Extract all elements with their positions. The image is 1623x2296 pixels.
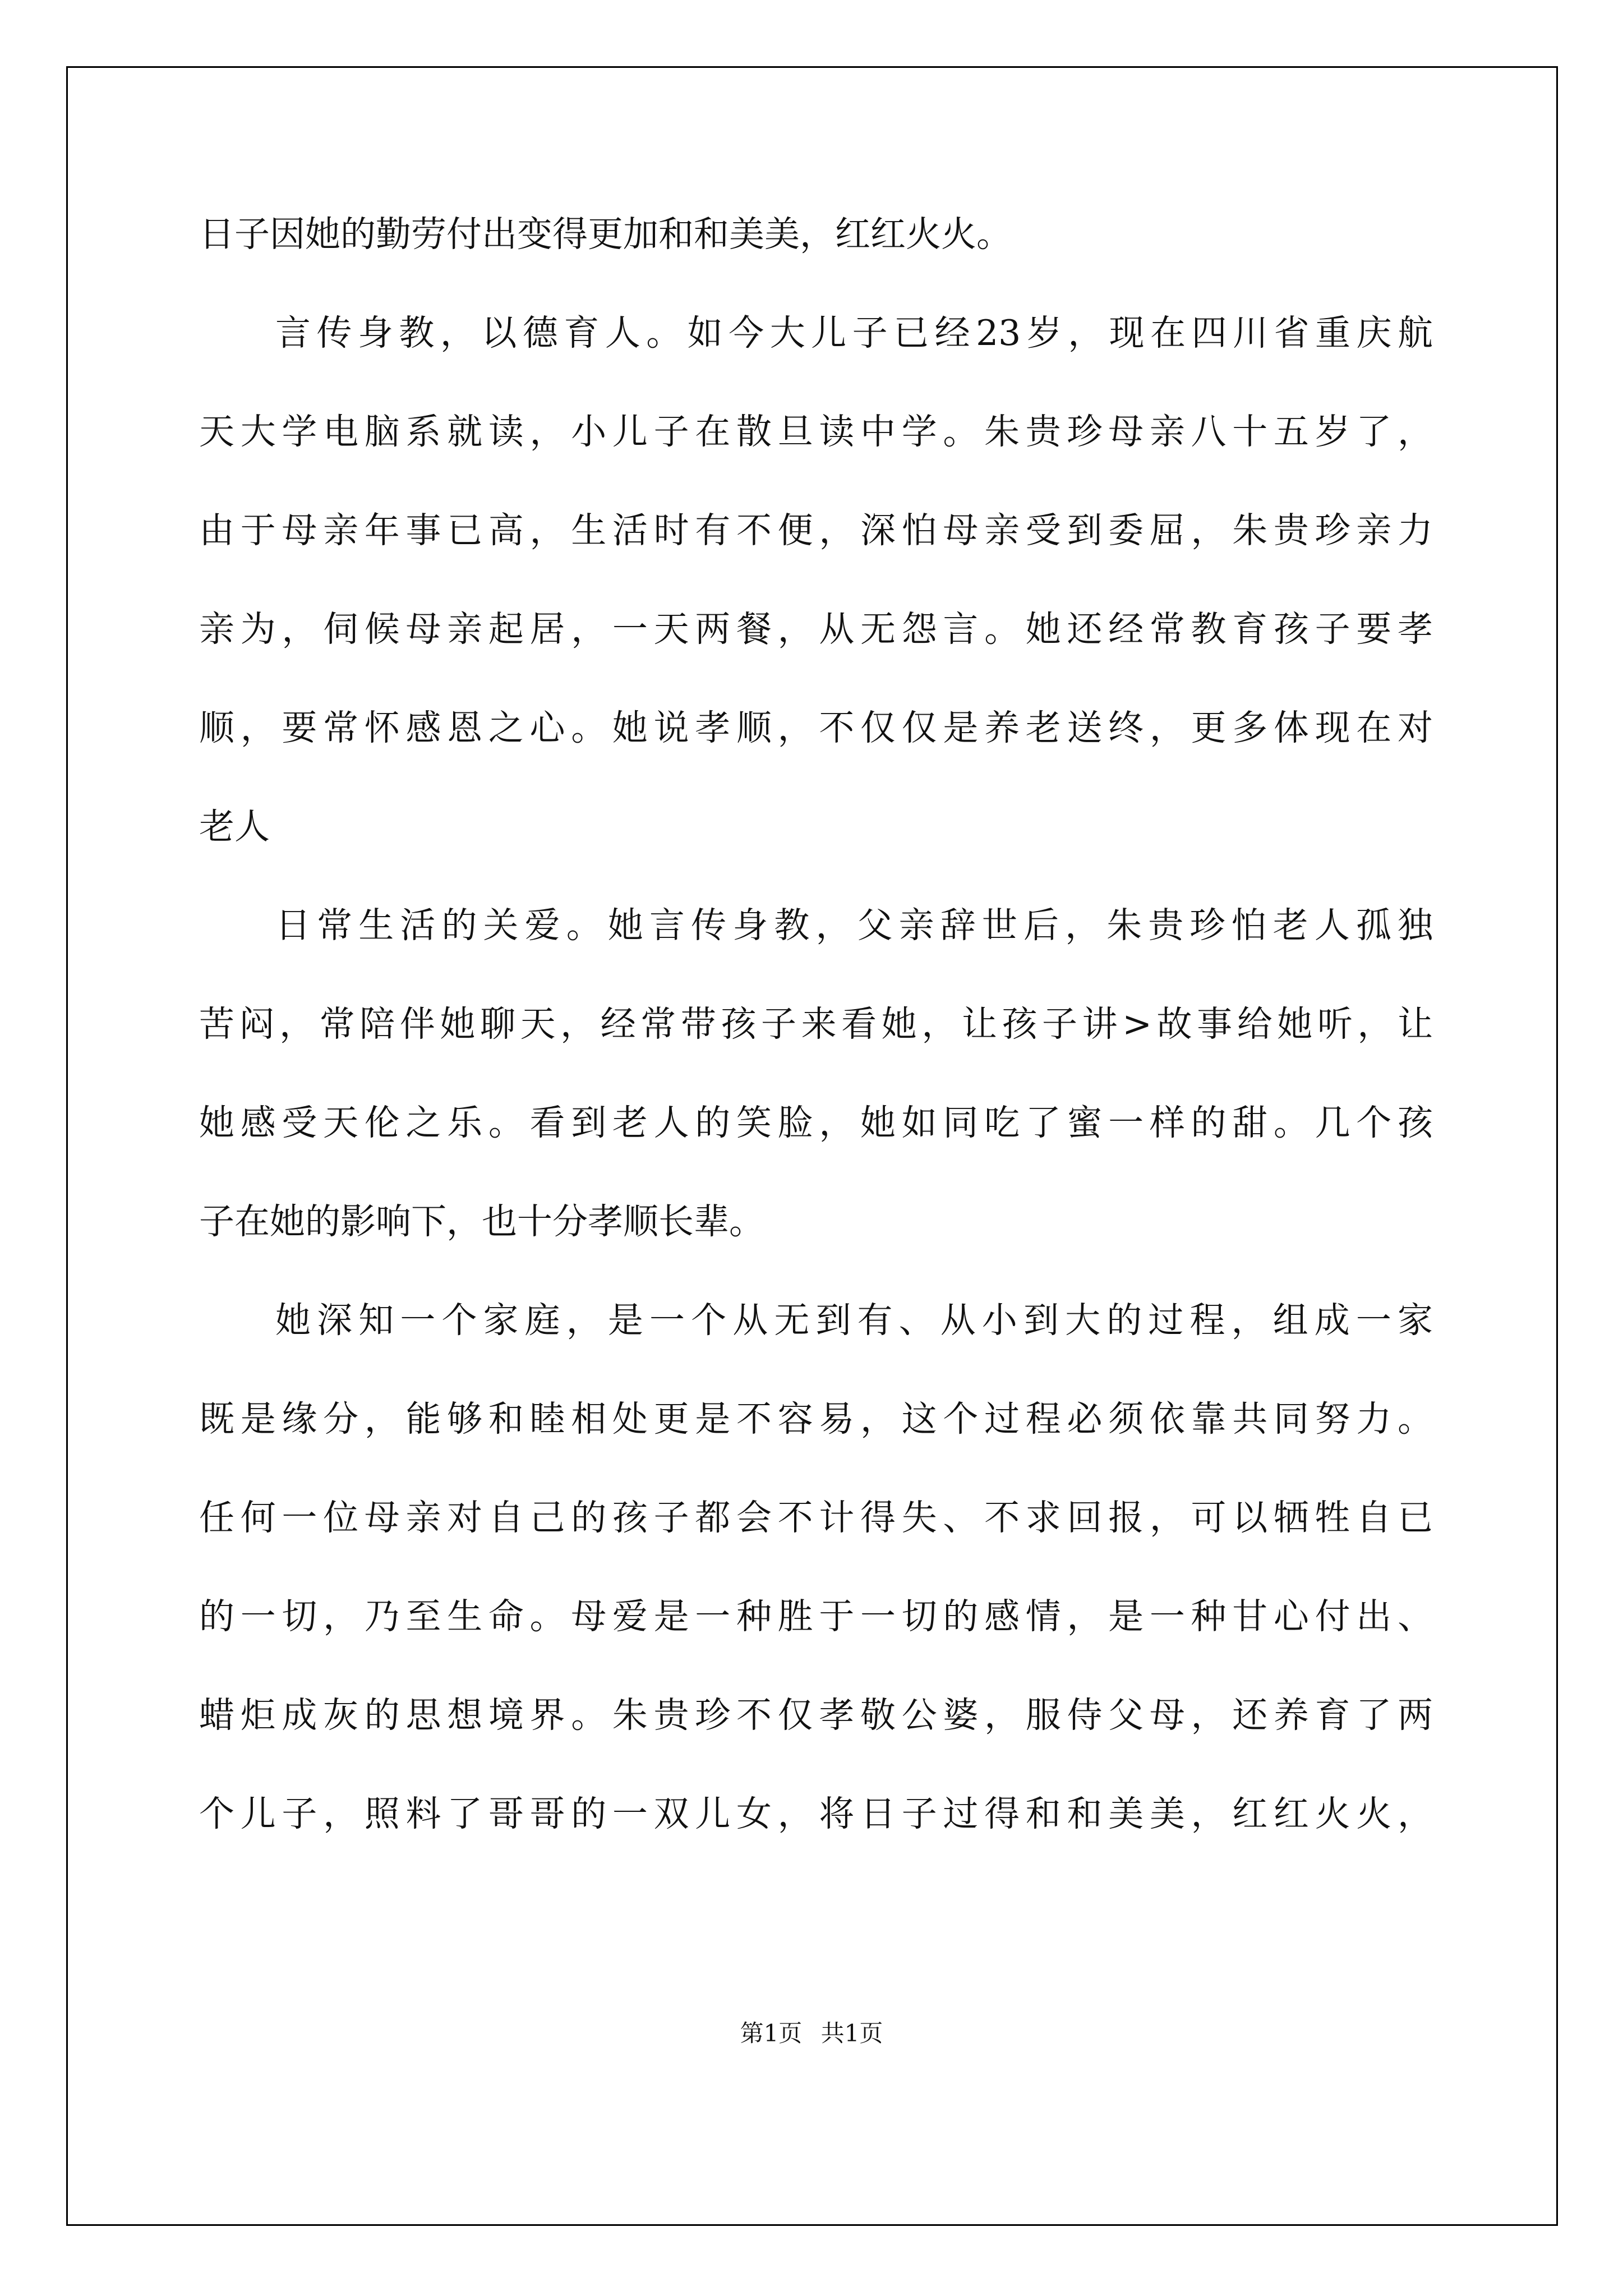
text-line: 日常生活的关爱。她言传身教，父亲辞世后，朱贵珍怕老人孤独 xyxy=(275,905,1433,946)
text-line: 由于母亲年事已高，生活时有不便，深怕母亲受到委屈，朱贵珍亲力 xyxy=(199,510,1433,551)
text-line: 天大学电脑系就读，小儿子在散旦读中学。朱贵珍母亲八十五岁了， xyxy=(199,411,1433,452)
text-line: 任何一位母亲对自己的孩子都会不计得失、不求回报，可以牺牲自已 xyxy=(199,1497,1433,1538)
text-line: 顺，要常怀感恩之心。她说孝顺，不仅仅是养老送终，更多体现在对 xyxy=(199,707,1433,748)
page-number: 第1页 xyxy=(740,2019,803,2047)
text-line: 老人 xyxy=(199,806,270,847)
text-line: 既是缘分，能够和睦相处更是不容易，这个过程必须依靠共同努力。 xyxy=(199,1398,1433,1439)
page-footer xyxy=(0,2017,1623,2050)
text-line: 蜡炬成灰的思想境界。朱贵珍不仅孝敬公婆，服侍父母，还养育了两 xyxy=(199,1695,1433,1736)
document-body xyxy=(199,185,1433,1864)
text-line: 苦闷，常陪伴她聊天，经常带孩子来看她，让孩子讲>故事给她听，让 xyxy=(199,1004,1433,1045)
text-line: 亲为，伺候母亲起居，一天两餐，从无怨言。她还经常教育孩子要孝 xyxy=(199,609,1433,650)
text-line: 她感受天伦之乐。看到老人的笑脸，她如同吃了蜜一样的甜。几个孩 xyxy=(199,1102,1433,1143)
text-line: 的一切，乃至生命。母爱是一种胜于一切的感情，是一种甘心付出、 xyxy=(199,1596,1433,1637)
text-line: 她深知一个家庭，是一个从无到有、从小到大的过程，组成一家 xyxy=(275,1300,1433,1341)
text-line: 言传身教，以德育人。如今大儿子已经23岁，现在四川省重庆航 xyxy=(275,312,1433,353)
text-line: 个儿子，照料了哥哥的一双儿女，将日子过得和和美美，红红火火， xyxy=(199,1793,1433,1834)
page-total: 共1页 xyxy=(820,2019,883,2047)
text-line: 日子因她的勤劳付出变得更加和和美美，红红火火。 xyxy=(199,214,1012,255)
text-line: 子在她的影响下，也十分孝顺长辈。 xyxy=(199,1201,764,1242)
